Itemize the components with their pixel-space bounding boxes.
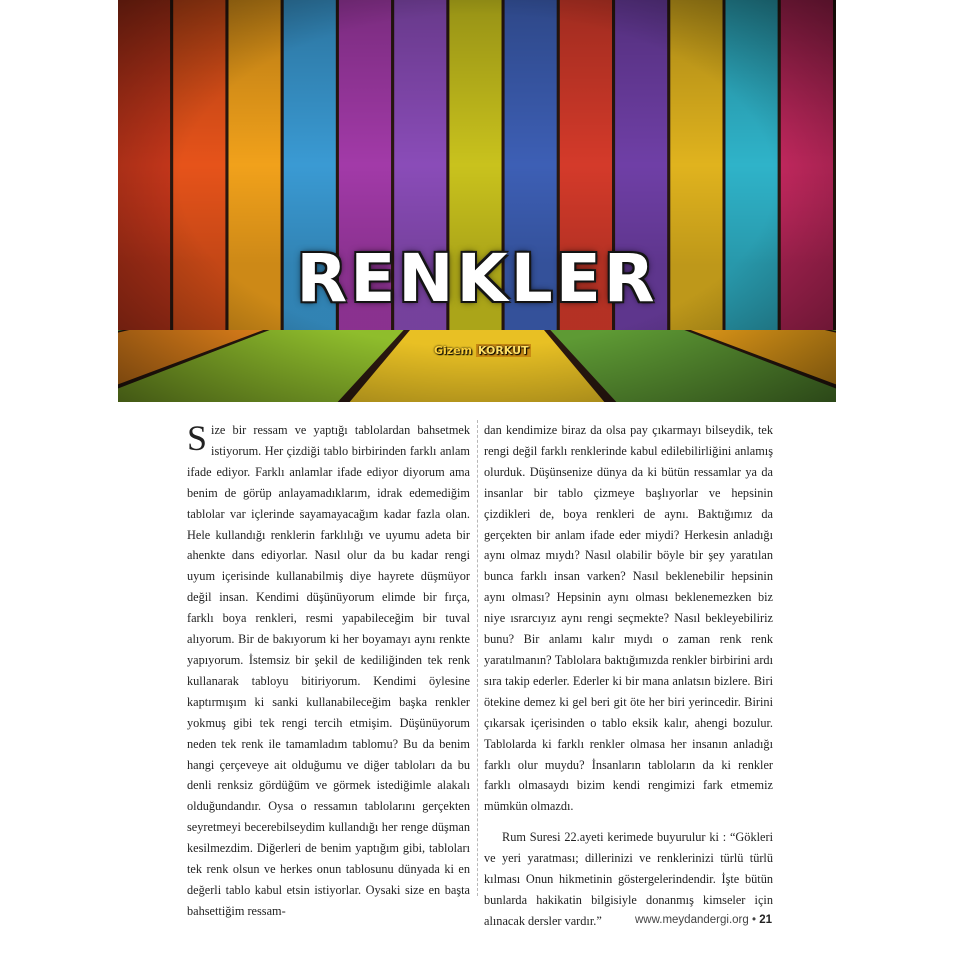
footer-url[interactable]: www.meydandergi.org	[634, 914, 749, 926]
quote-paragraph: Rum Suresi 22.ayeti kerimede buyurulur ki : “Gökleri ve yeri yaratması; dillerinizi ve renklerinizi türlü türlü kılması Onun hikmetinin göstergelerindendir. İşte bütün bunlarda hakikatin bilgisiyle donanmış kimseler için alınacak dersler vardır.”	[484, 830, 773, 928]
header-image	[118, 0, 836, 402]
article-paragraph: dan kendimize biraz da olsa pay çıkarmayı bilseydik, tek rengi değil farklı renklerinde kabul edilebilirliğini anlamış olurduk. Düşünsenize dünya da ki bütün ressamlar ya da insanlar bir tablo çizmeye başlıyorlar ve hepsinin çizdikleri de, boya renkleri de aynı. Baktığımız da gerçekten bir anlam ifade eder miydi? Herkesin anladığı aynı olmaz mıydı? Nasıl olabilir böyle bir şey yaratılan bunca farklı insan varken? Nasıl beklenebilir hepsinin aynı olması? Hepsinin aynı olması beklenemezken biz niye ısrarcıyız aynı rengi seçmekte? Nasıl bekleyebiliriz bunu? Bir anlamı kalır mıydı o zaman renk renk yaratılmanın? Tablolara baktığımızda renkler birbirini ardı sıra takip ederler. Ederler ki bir mana anlatsın bizlere. Biri ötekine demez ki gel beri git öte her biri yerincedir. Birini çıkarsak içerisinden o tablo eksik kalır, ahengi bozulur. Tablolarda ki farklı renkler olmasa her insanın anladığı farklı olur muydu? İnsanların tabloların da ki renkler farklı olmasaydı bizim kendi rengimizi fark etmemiz mümkün olmazdı.	[484, 423, 773, 814]
colorful-wood-planks-illustration	[118, 0, 836, 402]
column-divider	[477, 420, 478, 896]
author-last-name: KORKUT	[477, 344, 529, 357]
page-footer	[635, 914, 772, 926]
footer-separator: •	[751, 914, 756, 926]
article-paragraph	[187, 420, 470, 922]
column-left-text: ize bir ressam ve yaptığı tablolardan bahsetmek istiyorum. Her çizdiği tablo birbirinden farklı anlam ifade ediyor. Farklı anlamlar ifade ediyor diyorum ama benim de görüp anlayamadıklarım, idrak edemediğim tablolar var içlerinde sayamayacağım kadar fazla olan. Hele kullandığı renklerin farklılığı ve uyumu adeta bir ahenkte dans ediyorlar. Nasıl olur da bu kadar rengi uyum içerisinde kullanabilmiş diye hayrete düşmüyor değil insan. Kendimi düşünüyorum elimde bir fırça, farklı boya renkleri, resmi yapabileceğim bir tuval alıyorum. Bir de bakıyorum ki her boyamayı aynı renkte yapıyorum. İstemsiz bir şekil de kediliğinden tek renk kullanarak tabloyu bitiriyorum. Kendimi öylesine kaptırmışım ki sanki kullanabileceğim başka renkler yokmuş gibi tek rengi tercih etmişim. Düşünüyorum neden tek renk ile tamamladım tablomu? Bu da benim hangi çerçeveye ait olduğumu ve diğer tabloları da bu denli renksiz gördüğüm ve görmek istediğimle alakalı olduğundandır. Oysa o ressamın tablolarını gerçekten seyretmeyi becerebilseydim kullandığı her renge düşman kesilmezdim. Diğerleri de benim yaptığım gibi, tabloları tek renk olsun ve herkes onun tablosunu dünyada ki en değerli tablo kabul etsin istiyorlar. Oysaki size en başta bahsettiğim ressam-	[187, 423, 470, 918]
author-first-name: Gizem	[434, 344, 473, 357]
drop-cap: S	[187, 418, 208, 458]
page-number: 21	[759, 914, 772, 926]
article-column-right	[484, 420, 773, 932]
author-byline	[434, 344, 531, 357]
article-title: RENKLER	[296, 240, 658, 317]
article-column-left	[187, 420, 470, 922]
